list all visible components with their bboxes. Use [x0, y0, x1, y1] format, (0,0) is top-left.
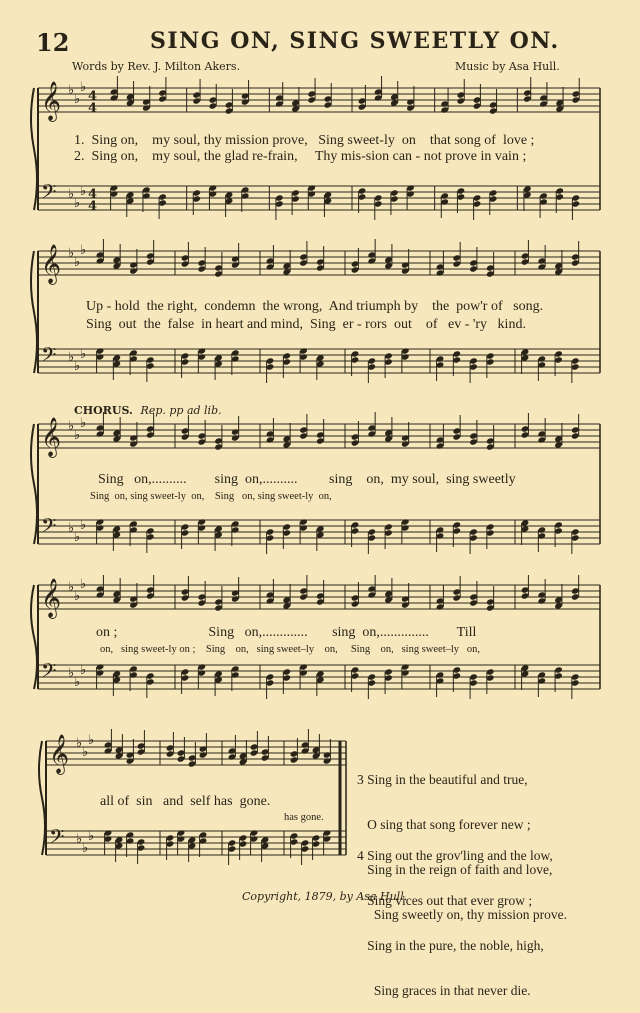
- flat-sign: ♭: [82, 841, 89, 856]
- flat-sign: ♭: [74, 196, 81, 211]
- flat-sign: ♭: [82, 745, 89, 760]
- system-brace: [39, 741, 45, 855]
- system-brace: [31, 585, 37, 689]
- time-signature-bottom: 4: [88, 199, 98, 214]
- bass-clef: 𝄢: [41, 180, 57, 208]
- chorus-direction: Rep. pp ad lib.: [140, 404, 222, 417]
- time-signature-bottom: 4: [88, 101, 98, 116]
- system4-upper-lyric: on ; Sing on,............. sing on,.............. Till: [96, 625, 477, 640]
- flat-sign: ♭: [80, 416, 87, 431]
- flat-sign: ♭: [68, 187, 75, 202]
- system3-lower-lyric: Sing on, sing sweet-ly on, Sing on, sing sweet-ly on,: [90, 491, 332, 502]
- copyright: Copyright, 1879, by Asa Hull.: [242, 890, 408, 903]
- system3-upper-lyric: Sing on,.......... sing on,.......... sing on, my soul, sing sweetly: [98, 472, 516, 487]
- flat-sign: ♭: [76, 736, 83, 751]
- flat-sign: ♭: [68, 350, 75, 365]
- flat-sign: ♭: [74, 359, 81, 374]
- verse4-line: Sing graces in that never die.: [357, 983, 531, 998]
- flat-sign: ♭: [88, 733, 95, 748]
- flat-sign: ♭: [68, 666, 75, 681]
- flat-sign: ♭: [88, 829, 95, 844]
- flat-sign: ♭: [74, 675, 81, 690]
- verse4-line: 4 Sing out the grov'ling and the low,: [357, 848, 553, 863]
- bass-clef: 𝄢: [41, 514, 57, 542]
- system1-verse2-lyric: 2. Sing on, my soul, the glad re-frain, Thy mis-sion can - not prove in vain ;: [74, 149, 527, 164]
- verse4-line: Sing vices out that ever grow ;: [357, 893, 533, 908]
- chorus-label: CHORUS.: [74, 404, 133, 417]
- flat-sign: ♭: [80, 518, 87, 533]
- flat-sign: ♭: [68, 521, 75, 536]
- system1-verse1-lyric: 1. Sing on, my soul, thy mission prove, Sing sweet-ly on that song of love ;: [74, 133, 535, 148]
- time-signature-top: 4: [88, 89, 98, 104]
- verse4-line: Sing in the pure, the noble, high,: [357, 938, 544, 953]
- system2-verse2-lyric: Sing out the false in heart and mind, Sing er - rors out of ev - 'ry kind.: [86, 317, 526, 332]
- flat-sign: ♭: [74, 589, 81, 604]
- flat-sign: ♭: [80, 347, 87, 362]
- page-number: 12: [36, 28, 70, 57]
- flat-sign: ♭: [76, 832, 83, 847]
- system5-upper-lyric: all of sin and self has gone.: [100, 794, 271, 809]
- system2-verse1-lyric: Up - hold the right, condemn the wrong, And triumph by the pow'r of song.: [86, 299, 544, 314]
- bass-clef: 𝄢: [41, 659, 57, 687]
- verse3-line: Sing sweetly on, thy mission prove.: [357, 907, 567, 922]
- verse-4: [357, 818, 553, 1013]
- flat-sign: ♭: [80, 663, 87, 678]
- verse3-line: Sing in the reign of faith and love,: [357, 862, 553, 877]
- system4-lower-lyric: on, sing sweet-ly on ; Sing on, sing sweet–ly on, Sing on, sing sweet–ly on,: [100, 644, 481, 655]
- flat-sign: ♭: [80, 184, 87, 199]
- flat-sign: ♭: [68, 580, 75, 595]
- system-brace: [31, 88, 37, 210]
- time-signature-top: 4: [88, 187, 98, 202]
- verse3-line: O sing that song forever new ;: [357, 817, 531, 832]
- flat-sign: ♭: [74, 428, 81, 443]
- treble-clef: 𝄞: [49, 734, 70, 774]
- music-credit: Music by Asa Hull.: [455, 60, 560, 73]
- treble-clef: 𝄞: [41, 417, 62, 457]
- flat-sign: ♭: [80, 80, 87, 95]
- hymn-title: SING ON, SING SWEETLY ON.: [150, 28, 560, 54]
- verse3-line: 3 Sing in the beautiful and true,: [357, 772, 528, 787]
- system-brace: [31, 424, 37, 544]
- treble-clef: 𝄞: [41, 81, 62, 121]
- system5-lower-lyric: has gone.: [284, 812, 324, 823]
- flat-sign: ♭: [80, 243, 87, 258]
- bass-clef: 𝄢: [41, 343, 57, 371]
- flat-sign: ♭: [80, 577, 87, 592]
- system-brace: [31, 251, 37, 373]
- flat-sign: ♭: [68, 419, 75, 434]
- flat-sign: ♭: [74, 530, 81, 545]
- flat-sign: ♭: [68, 246, 75, 261]
- treble-clef: 𝄞: [41, 578, 62, 618]
- flat-sign: ♭: [74, 255, 81, 270]
- words-credit: Words by Rev. J. Milton Akers.: [72, 60, 241, 73]
- flat-sign: ♭: [68, 83, 75, 98]
- treble-clef: 𝄞: [41, 244, 62, 284]
- bass-clef: 𝄢: [49, 825, 65, 853]
- flat-sign: ♭: [74, 92, 81, 107]
